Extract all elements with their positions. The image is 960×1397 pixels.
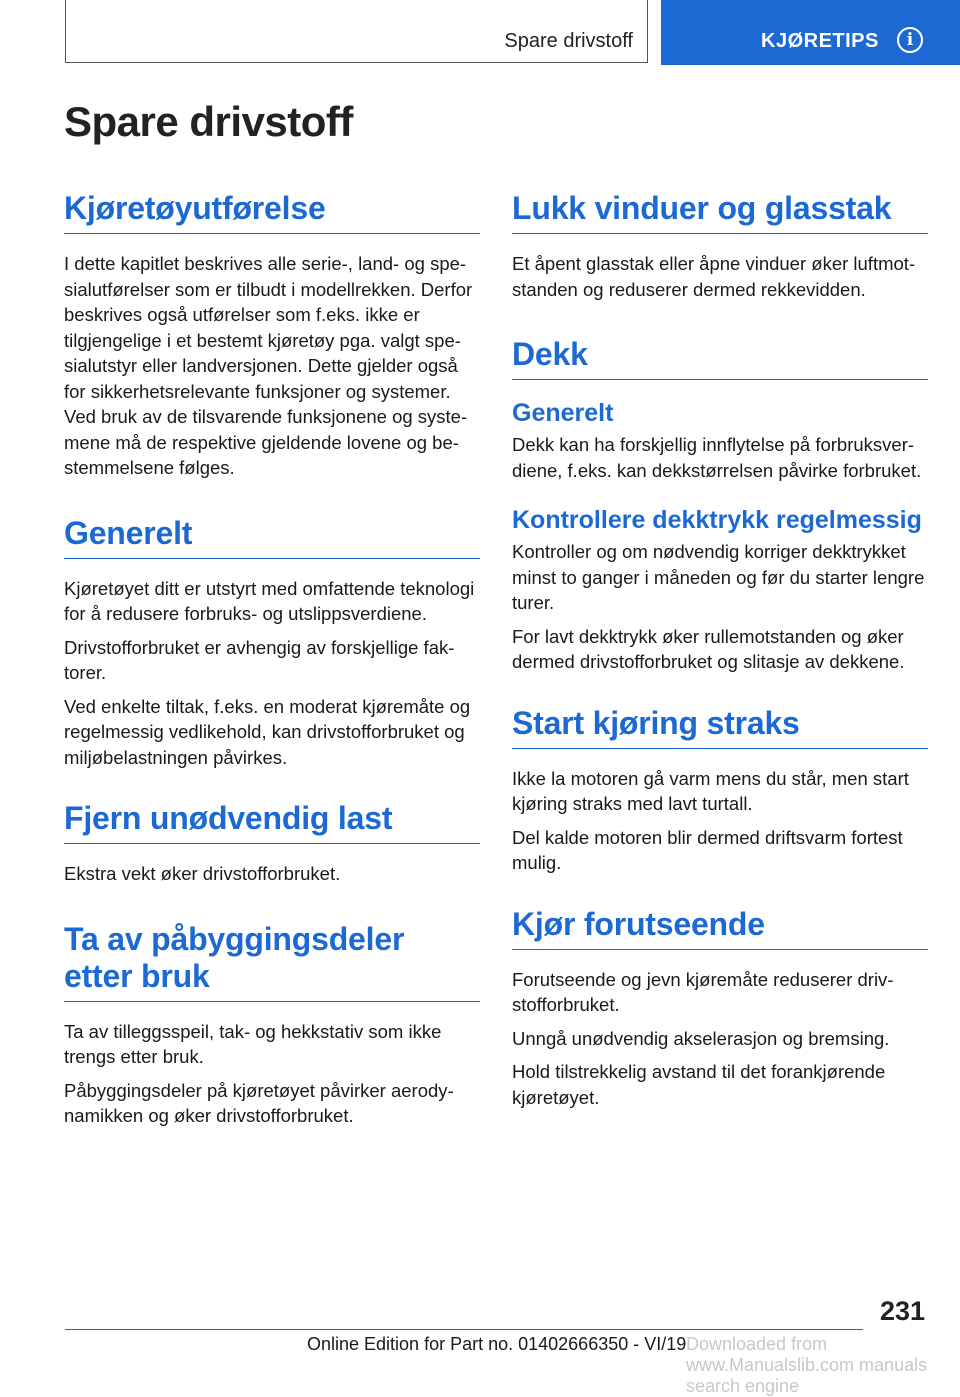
paragraph: Kontroller og om nødvendig korriger dekktrykket minst to ganger i måneden og før du starter lengre turer.	[512, 541, 925, 613]
header-section-box	[65, 0, 648, 63]
paragraph: Drivstofforbruket er avhengig av forskjellige faktorer.	[64, 636, 455, 683]
section-remove-load	[64, 800, 480, 887]
section-remove-attachments	[64, 921, 480, 1129]
subsection-heading: Kontrollere dekktrykk regelmessig	[512, 506, 922, 534]
section-start-driving	[512, 705, 928, 876]
header-section-title: Spare drivstoff	[504, 30, 633, 52]
paragraph: Del kalde motoren blir dermed driftsvarm fortest mulig.	[512, 826, 903, 873]
right-column	[512, 190, 928, 1118]
page-title: Spare drivstoff	[64, 98, 353, 145]
paragraph: Ved enkelte tiltak, f.eks. en moderat kjøremåte og regelmessig vedlikehold, kan drivstofforbruket og miljøbelastningen påvirkes.	[64, 695, 471, 768]
paragraph: Kjøretøyet ditt er utstyrt med omfattende teknologi for å redusere forbruks- og utslippsverdiene.	[64, 577, 475, 624]
footer-edition: Online Edition for Part no. 01402666350 - VI/19	[307, 1334, 687, 1354]
paragraph: I dette kapitlet beskrives alle serie-, land- og spesialutførelser som er tilbudt i modellrekken. Derfor beskrives også utførelser som f.eks. ikke er tilgjengelige i et bestemt kjøretøy pga. valgt spesialutstyr eller landversjonen. Dette gjelder også for sikkerhetsrelevante funksjoner og systemer. Ved bruk av de tilsvarende funksjonene og systemene må de respektive gjeldende lovene og bestemmelsene følges.	[64, 253, 473, 478]
watermark-text: Downloaded from www.Manualslib.com manuals search engine	[686, 1334, 928, 1396]
section-heading: Ta av påbyggingsdeler etter bruk	[64, 921, 480, 1002]
left-column	[64, 190, 480, 1137]
section-heading: Kjør forutseende	[512, 906, 928, 950]
section-heading: Dekk	[512, 336, 928, 380]
subsection-tires-general	[512, 398, 928, 483]
paragraph: Forutseende og jevn kjøremåte reduserer drivstofforbruket.	[512, 968, 894, 1015]
chapter-tab-label: KJØRETIPS	[761, 30, 879, 52]
section-heading: Kjøretøyutførelse	[64, 190, 480, 234]
section-tires	[512, 336, 928, 675]
section-heading: Fjern unødvendig last	[64, 800, 480, 844]
section-close-windows	[512, 190, 928, 302]
paragraph: Et åpent glasstak eller åpne vinduer øker luftmotstanden og reduserer dermed rekkevidden.	[512, 253, 916, 300]
paragraph: Ta av tilleggsspeil, tak- og hekkstativ som ikke trengs etter bruk.	[64, 1020, 442, 1067]
paragraph: Unngå unødvendig akselerasjon og bremsing.	[512, 1027, 890, 1049]
section-heading: Generelt	[64, 515, 480, 559]
subsection-heading: Generelt	[512, 399, 614, 427]
section-heading: Lukk vinduer og glasstak	[512, 190, 928, 234]
paragraph: Påbyggingsdeler på kjøretøyet påvirker aerodynamikken og øker drivstofforbruket.	[64, 1079, 454, 1126]
paragraph: For lavt dekktrykk øker rullemotstanden og øker dermed drivstofforbruket og slitasje av dekkene.	[512, 625, 905, 672]
paragraph: Ikke la motoren gå varm mens du står, men start kjøring straks med lavt turtall.	[512, 767, 909, 814]
section-heading: Start kjøring straks	[512, 705, 928, 749]
page-number: 231	[879, 1296, 925, 1326]
section-vehicle-equipment	[64, 190, 480, 481]
section-general	[64, 515, 480, 771]
footer-divider	[65, 1329, 863, 1330]
paragraph: Ekstra vekt øker drivstofforbruket.	[64, 863, 341, 884]
paragraph: Hold tilstrekkelig avstand til det forankjørende kjøretøyet.	[512, 1061, 886, 1108]
subsection-tire-pressure	[512, 505, 928, 675]
header-chapter-tab[interactable]	[661, 0, 960, 65]
paragraph: Dekk kan ha forskjellig innflytelse på forbruksverdiene, f.eks. kan dekkstørrelsen påvirke forbruket.	[512, 434, 922, 481]
info-icon: i	[897, 27, 923, 53]
section-drive-anticipatory	[512, 906, 928, 1111]
